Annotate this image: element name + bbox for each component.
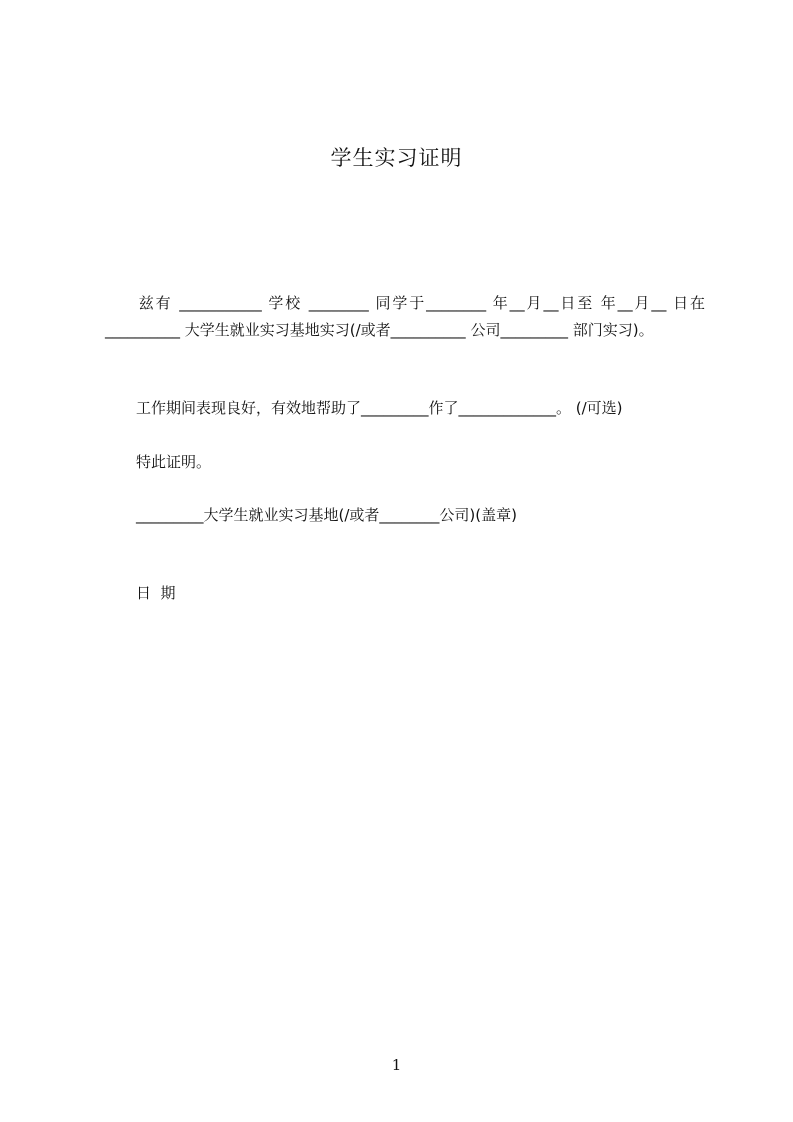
work-performance-line: 工作期间表现良好，有效地帮助了_________作了_____________。 (/可选): [136, 399, 623, 417]
intro-paragraph: [105, 290, 705, 343]
document-title: 学生实习证明: [330, 146, 463, 170]
signature-line: _________大学生就业实习基地(/或者________公司)(盖章): [136, 506, 517, 524]
date-label: 日 期: [136, 584, 176, 602]
page-number: 1: [391, 1056, 402, 1074]
certification-statement: 特此证明。: [136, 453, 212, 471]
intro-indent: [105, 294, 139, 312]
intro-text: 兹有 ___________ 学校 ________ 同学于________ 年__月__日至 年__月__ 日在 __________ 大学生就业实习基地实习(/或者__________ 公司_________ 部门实习)。: [105, 294, 705, 339]
